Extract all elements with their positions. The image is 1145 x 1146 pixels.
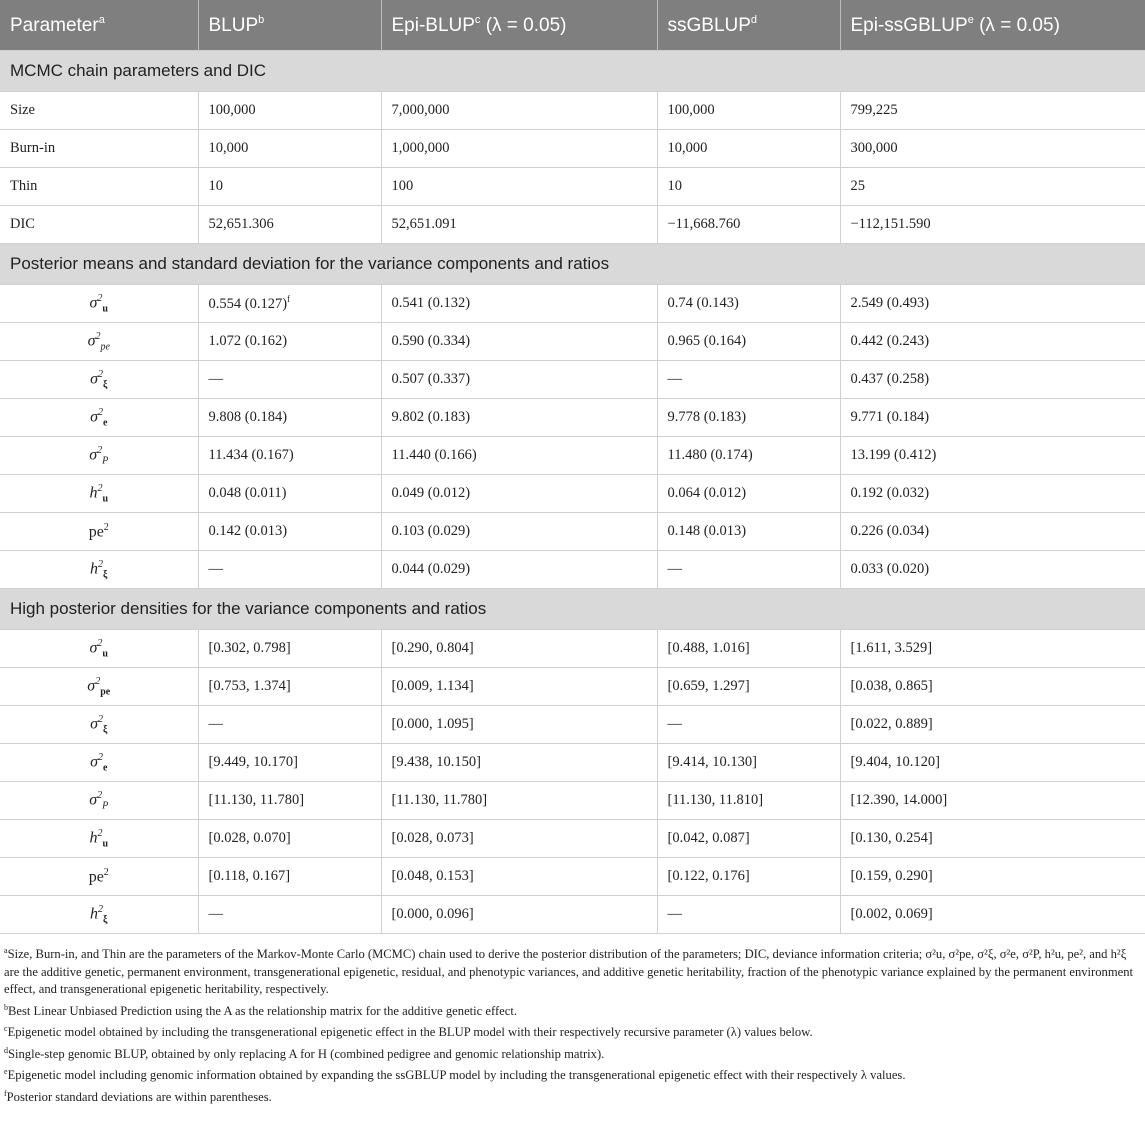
cell-blup: —: [198, 551, 381, 589]
cell-blup: [0.118, 0.167]: [198, 858, 381, 896]
table-row: [0, 551, 1145, 589]
table-row: [0, 896, 1145, 934]
cell-epi-ssgblup: 25: [840, 168, 1145, 206]
symbol-sigma-xi: $\sigma^2_\xi$: [0, 706, 198, 744]
symbol-sigma-e: $\sigma^2_e$: [0, 399, 198, 437]
cell-ssgblup: [0.042, 0.087]: [657, 820, 840, 858]
row-label: Size: [0, 92, 198, 130]
symbol-sigma-e: $\sigma^2_e$: [0, 744, 198, 782]
cell-epi-ssgblup: −112,151.590: [840, 206, 1145, 244]
cell-blup: [11.130, 11.780]: [198, 782, 381, 820]
row-label: DIC: [0, 206, 198, 244]
cell-epi-ssgblup: [0.130, 0.254]: [840, 820, 1145, 858]
cell-ssgblup: 0.74 (0.143): [657, 285, 840, 323]
cell-epi-blup: 52,651.091: [381, 206, 657, 244]
symbol-sigma-p: $\sigma^2_P$: [0, 782, 198, 820]
cell-ssgblup: [9.414, 10.130]: [657, 744, 840, 782]
cell-epi-blup: [9.438, 10.150]: [381, 744, 657, 782]
header-row: [0, 0, 1145, 51]
symbol-h-xi: $h^2_\xi$: [0, 896, 198, 934]
table-row: [0, 323, 1145, 361]
cell-epi-blup: 0.507 (0.337): [381, 361, 657, 399]
cell-epi-blup: 0.044 (0.029): [381, 551, 657, 589]
row-label: Thin: [0, 168, 198, 206]
footnote-b: $^b$Best Linear Unbiased Prediction using the A as the relationship matrix for the additive genetic effect.: [4, 1002, 517, 1018]
cell-ssgblup: 0.064 (0.012): [657, 475, 840, 513]
symbol-h-u: $h^2_u$: [0, 820, 198, 858]
cell-epi-ssgblup: 13.199 (0.412): [840, 437, 1145, 475]
table-row: [0, 744, 1145, 782]
section-title: MCMC chain parameters and DIC: [0, 51, 1145, 92]
cell-epi-blup: 100: [381, 168, 657, 206]
symbol-sigma-xi: $\sigma^2_\xi$: [0, 361, 198, 399]
symbol-sigma-pe: $\sigma^2_{pe}$: [0, 323, 198, 361]
cell-ssgblup: —: [657, 551, 840, 589]
table-row: [0, 130, 1145, 168]
cell-epi-ssgblup: [9.404, 10.120]: [840, 744, 1145, 782]
cell-ssgblup: [11.130, 11.810]: [657, 782, 840, 820]
cell-epi-ssgblup: 0.226 (0.034): [840, 513, 1145, 551]
cell-blup: 52,651.306: [198, 206, 381, 244]
cell-epi-blup: [0.048, 0.153]: [381, 858, 657, 896]
cell-blup: [0.753, 1.374]: [198, 668, 381, 706]
cell-ssgblup: —: [657, 896, 840, 934]
cell-ssgblup: —: [657, 361, 840, 399]
table-row: [0, 630, 1145, 668]
cell-blup: 11.434 (0.167): [198, 437, 381, 475]
section-row-posterior-means: [0, 244, 1145, 285]
section-row-mcmc: [0, 51, 1145, 92]
cell-blup: [0.028, 0.070]: [198, 820, 381, 858]
cell-epi-ssgblup: [0.002, 0.069]: [840, 896, 1145, 934]
cell-blup: —: [198, 896, 381, 934]
cell-blup: —: [198, 706, 381, 744]
cell-epi-ssgblup: 0.437 (0.258): [840, 361, 1145, 399]
table-row: [0, 706, 1145, 744]
cell-epi-blup: [0.290, 0.804]: [381, 630, 657, 668]
cell-ssgblup: 11.480 (0.174): [657, 437, 840, 475]
cell-ssgblup: 9.778 (0.183): [657, 399, 840, 437]
table-row: [0, 168, 1145, 206]
cell-ssgblup: [0.488, 1.016]: [657, 630, 840, 668]
row-label: Burn-in: [0, 130, 198, 168]
cell-epi-ssgblup: [0.038, 0.865]: [840, 668, 1145, 706]
cell-blup: 0.554 $(0.127)^f$: [198, 285, 381, 323]
cell-epi-blup: 11.440 (0.166): [381, 437, 657, 475]
cell-epi-blup: [0.028, 0.073]: [381, 820, 657, 858]
symbol-sigma-u: $\sigma^2_u$: [0, 630, 198, 668]
symbol-sigma-pe: $\sigma^2_{pe}$: [0, 668, 198, 706]
table-row: [0, 437, 1145, 475]
table-row: [0, 92, 1145, 130]
table-row: [0, 820, 1145, 858]
cell-epi-ssgblup: [1.611, 3.529]: [840, 630, 1145, 668]
cell-blup: 100,000: [198, 92, 381, 130]
cell-blup: 9.808 (0.184): [198, 399, 381, 437]
footnote-a: $^a$Size, Burn-in, and Thin are the parameters of the Markov-Monte Carlo (MCMC) chain used to derive the posterior distribution of the parameters; DIC, deviance information criteria; σ²u, σ²pe, σ²ξ, σ²e, σ²P, h²u, pe², and h²ξ are the additive genetic, permanent environment, transgenerational epigenetic, residual, and phenotypic variances, and additive genetic heritability, fraction of the phenotypic variance explained by the permanent environment effect, and transgenerational epigenetic heritability, respectively.: [4, 946, 1134, 996]
cell-blup: 1.072 (0.162): [198, 323, 381, 361]
cell-ssgblup: 0.148 (0.013): [657, 513, 840, 551]
cell-epi-blup: 0.049 (0.012): [381, 475, 657, 513]
header-blup: BLUP$^b$: [198, 0, 381, 51]
footnote-d: $^d$Single-step genomic BLUP, obtained by only replacing A for H (combined pedigree and genomic relationship matrix).: [4, 1045, 605, 1061]
section-title: Posterior means and standard deviation for the variance components and ratios: [0, 244, 1145, 285]
symbol-pe2: $pe^2$: [0, 858, 198, 896]
cell-ssgblup: 100,000: [657, 92, 840, 130]
section-title: High posterior densities for the variance components and ratios: [0, 589, 1145, 630]
footnote-f: $^f$Posterior standard deviations are within parentheses.: [4, 1088, 272, 1104]
table-row: [0, 513, 1145, 551]
cell-blup: 10,000: [198, 130, 381, 168]
cell-blup: 10: [198, 168, 381, 206]
cell-epi-ssgblup: 0.192 (0.032): [840, 475, 1145, 513]
footnote-c: $^c$Epigenetic model obtained by including the transgenerational epigenetic effect in the BLUP model with their respectively recursive parameter (λ) values below.: [4, 1024, 813, 1039]
cell-epi-blup: 7,000,000: [381, 92, 657, 130]
cell-epi-ssgblup: [12.390, 14.000]: [840, 782, 1145, 820]
table-row: [0, 782, 1145, 820]
cell-epi-ssgblup: 0.033 (0.020): [840, 551, 1145, 589]
symbol-h-u: $h^2_u$: [0, 475, 198, 513]
cell-ssgblup: −11,668.760: [657, 206, 840, 244]
cell-blup: —: [198, 361, 381, 399]
cell-epi-ssgblup: 300,000: [840, 130, 1145, 168]
symbol-sigma-p: $\sigma^2_P$: [0, 437, 198, 475]
symbol-sigma-u: $\sigma^2_u$: [0, 285, 198, 323]
cell-blup: 0.048 (0.011): [198, 475, 381, 513]
cell-blup: [9.449, 10.170]: [198, 744, 381, 782]
table-row: [0, 399, 1145, 437]
cell-epi-ssgblup: 799,225: [840, 92, 1145, 130]
header-ssgblup: ssGBLUP$^d$: [657, 0, 840, 51]
cell-epi-ssgblup: 0.442 (0.243): [840, 323, 1145, 361]
footnotes: [0, 934, 1145, 1106]
cell-epi-blup: 1,000,000: [381, 130, 657, 168]
header-parameter: Parameter$^a$: [0, 0, 198, 51]
cell-epi-blup: [0.009, 1.134]: [381, 668, 657, 706]
cell-ssgblup: [0.122, 0.176]: [657, 858, 840, 896]
cell-epi-ssgblup: [0.022, 0.889]: [840, 706, 1145, 744]
table-row: [0, 858, 1145, 896]
section-row-hpd: [0, 589, 1145, 630]
cell-epi-blup: 9.802 (0.183): [381, 399, 657, 437]
table-row: [0, 285, 1145, 323]
symbol-pe2: $pe^2$: [0, 513, 198, 551]
cell-epi-blup: [0.000, 0.096]: [381, 896, 657, 934]
cell-ssgblup: —: [657, 706, 840, 744]
header-epi-ssgblup: Epi-ssGBLUP$^e$ (λ = 0.05): [840, 0, 1145, 51]
cell-epi-blup: [0.000, 1.095]: [381, 706, 657, 744]
cell-ssgblup: [0.659, 1.297]: [657, 668, 840, 706]
symbol-h-xi: $h^2_\xi$: [0, 551, 198, 589]
cell-epi-blup: 0.590 (0.334): [381, 323, 657, 361]
cell-blup: 0.142 (0.013): [198, 513, 381, 551]
cell-ssgblup: 10,000: [657, 130, 840, 168]
table-row: [0, 668, 1145, 706]
header-epi-blup: Epi-BLUP$^c$ (λ = 0.05): [381, 0, 657, 51]
footnote-e: $^e$Epigenetic model including genomic information obtained by expanding the ssGBLUP model by including the transgenerational epigenetic effect with their respectively λ values.: [4, 1067, 906, 1082]
cell-epi-blup: 0.103 (0.029): [381, 513, 657, 551]
cell-epi-blup: [11.130, 11.780]: [381, 782, 657, 820]
table-row: [0, 475, 1145, 513]
table-row: [0, 361, 1145, 399]
cell-ssgblup: 0.965 (0.164): [657, 323, 840, 361]
cell-epi-ssgblup: 9.771 (0.184): [840, 399, 1145, 437]
cell-epi-ssgblup: 2.549 (0.493): [840, 285, 1145, 323]
table-row: [0, 206, 1145, 244]
cell-blup: [0.302, 0.798]: [198, 630, 381, 668]
cell-ssgblup: 10: [657, 168, 840, 206]
cell-epi-blup: 0.541 (0.132): [381, 285, 657, 323]
cell-epi-ssgblup: [0.159, 0.290]: [840, 858, 1145, 896]
